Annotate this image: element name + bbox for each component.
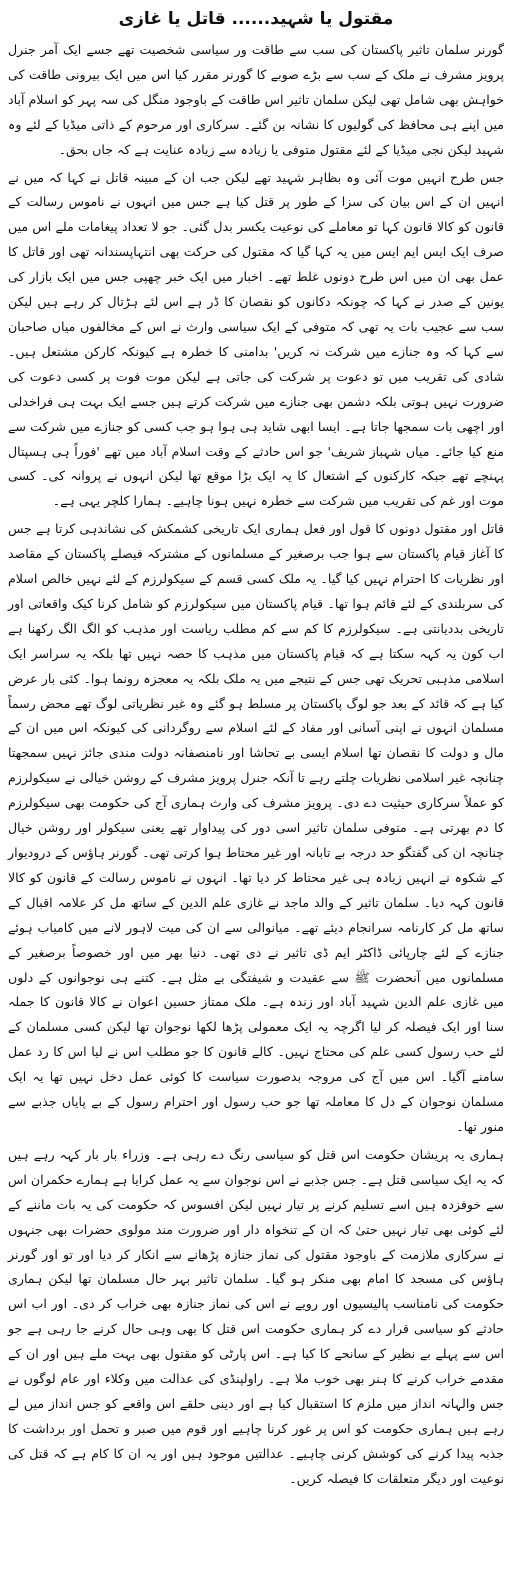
article-paragraph-2: جس طرح انہیں موت آئی وہ بظاہر شہید تھے لیکن جب ان کے مبینہ قاتل نے کہا کہ میں نے انہیں ان کے اس بیان کی سزا کے طور پر قتل کیا ہے جس میں انہوں نے ناموس رسالت کے قانون کو کالا قانون کہا تو معاملے کی نوعیت یکسر بدل گئی۔ جو لا تعداد پیغامات ملے اس میں صرف ایک ایس ایم ایس میں یہ کہا گیا کہ مقتول کی حرکت بھی انتہاپسندانہ تھی اور قاتل کا عمل بھی ان میں اس طرح دونوں غلط تھے۔ اخبار میں ایک خبر چھپی جس میں ایک بازار کی یونین کے صدر نے کہا کہ چونکہ دکانوں کو نقصان کا ڈر ہے اس لئے ہڑتال کر رہے ہیں لیکن سب سے عجیب بات یہ تھی کہ متوفی کے ایک سیاسی وارث نے اس کے مخالفوں میاں صاحبان سے کہا کہ وہ جنازے میں شرکت نہ کریں' بدامنی کا خطرہ ہے کیونکہ کارکن مشتعل ہیں۔ شادی کی تقریب میں تو دعوت پر شرکت کی جاتی ہے لیکن موت فوت پر کسی دعوت کی ضرورت نہیں ہوتی بلکہ دشمن بھی جنازے میں شرکت کرتے ہیں جسے ایک بہت ہی فراخدلی اور اچھی بات سمجھا جاتا ہے۔ ایسا ابھی شاید ہی ہوا ہو جب کسی کو جنازے میں شرکت سے منع کیا جائے۔ میاں شہباز شریف' جو اس حادثے کے وقت اسلام آباد میں تھے 'فوراً ہی ہسپتال پہنچے تھے جبکہ کارکنوں کے اشتعال کا یہ ایک بڑا موقع تھا لیکن انہوں نے پروانہ کی۔ کسی موت اور غم کی تقریب میں شرکت سے خطرہ نہیں ہونا چاہیے۔ ہمارا کلچر یہی ہے۔ — [8, 169, 504, 509]
article-paragraph-4: ہماری یہ پریشان حکومت اس قتل کو سیاسی رنگ دے رہی ہے۔ وزراء بار بار کہہ رہے ہیں کہ یہ ایک سیاسی قتل ہے۔ جس جذبے نے اس نوجوان سے یہ عمل کرایا ہے ہمارے حکمران اس سے خوفزدہ ہیں اسے تسلیم کرنے پر تیار نہیں لیکن افسوس کہ حکومت کی یہ بات ماننے کے لئے کوئی بھی تیار نہیں حتیٰ کہ ان کے تنخواہ دار اور ضرورت مند مولوی حضرات بھی جنہوں نے سرکاری ملازمت کے باوجود مقتول کی نماز جنازہ پڑھانے سے انکار کر دیا اور تو اور گورنر ہاؤس کی مسجد کا امام بھی منکر ہو گیا۔ سلمان تاثیر بہر حال مسلمان تھا لیکن ہماری حکومت کی نامناسب پالیسیوں اور رویے نے اس کی نماز جنازہ بھی خراب کر دی۔ اور اب اس حادثے کو سیاسی قرار دے کر ہماری حکومت اس قتل کا بھی وہی حال کرنے جا رہی ہے جو اس سے پہلے بے نظیر کے سانحے کا کیا ہے۔ اس پارٹی کو مقتول بھی بہت ملے ہیں اور ان کے مقدمے خراب کرنے کا ہنر بھی خوب ملا ہے۔ راولپنڈی کی عدالت میں وکلاء اور عام لوگوں نے جس والہانہ انداز میں ملزم کا استقبال کیا ہے اور دینی حلقے اس واقعے کو جس انداز میں لے رہے ہیں ہماری حکومت کو اس پر غور کرنا چاہیے اور قوم میں صبر و تحمل اور برداشت کا جذبہ پیدا کرنے کی کوشش کرنی چاہیے۔ عدالتیں موجود ہیں اور یہ ان کا کام ہے کہ قتل کی نوعیت اور دیگر متعلقات کا فیصلہ کریں۔ — [8, 1146, 504, 1486]
article-body — [8, 38, 504, 1492]
article-title: مقتول یا شہید...... قاتل یا غازی — [118, 9, 394, 29]
article-paragraph-1: گورنر سلمان تاثیر پاکستان کی سب سے طاقت ور سیاسی شخصیت تھے جسے ایک آمر جنرل پرویز مشرف نے ملک کے سب سے بڑے صوبے کا گورنر مقرر کیا اس میں ایک بیرونی طاقت کی خواہش بھی شامل تھی لیکن سلمان تاثیر اس طاقت کے باوجود منگل کی سہ پہر کو اسلام آباد میں اپنے ہی محافظ کی گولیوں کا نشانہ بن گئے۔ سرکاری اور مرحوم کے ذاتی میڈیا کے لئے وہ شہید لیکن نجی میڈیا کے لئے مقتول متوفی یا زیادہ سے زیادہ عنایت ہے کہ جاں بحق۔ — [8, 42, 504, 157]
article-paragraph-3: قاتل اور مقتول دونوں کا قول اور فعل ہماری ایک تاریخی کشمکش کی نشاندہی کرتا ہے جس کا آغاز قیام پاکستان سے ہوا جب برصغیر کے مسلمانوں کے مشترکہ فیصلے پاکستان کے مقاصد اور نظریات کا احترام نہیں کیا گیا۔ یہ ملک کسی قسم کے سیکولرزم کے لئے نہیں خالص اسلام کی سربلندی کے لئے قائم ہوا تھا۔ قیام پاکستان میں سیکولرزم کو شامل کرنا کیک واقعاتی اور تاریخی بددیانتی ہے۔ سیکولرزم کا کم سے کم مطلب ریاست اور مذہب کو الگ الگ رکھنا ہے اب کون یہ کہہ سکتا ہے کہ قیام پاکستان میں مذہب کا حصہ نہیں تھا بلکہ یہ سراسر ایک اسلامی مذہبی تحریک تھی جس کے نتیجے میں یہ ملک بلکہ یہ معجزہ رونما ہوا۔ کئی بار عرض کیا ہے کہ قائد کے بعد جو لوگ پاکستان پر مسلط ہو گئے وہ غیر نظریاتی لوگ تھے محض رسماً مسلمان انہوں نے اپنی آسانی اور مفاد کے لئے اسلام سے روگردانی کی کیونکہ اس میں ان کے مال و دولت کا نقصان تھا اسلام ایسی بے تحاشا اور نامنصفانہ دولت مندی جائز نہیں سمجھتا چنانچہ غیر اسلامی نظریات چلتے رہے تا آنکہ جنرل پرویز مشرف کے روشن خیالی نے سیکولرزم کو عملاً سرکاری حیثیت دے دی۔ پرویز مشرف کی وارث ہماری آج کی حکومت بھی سیکولرزم کا دم بھرتی ہے۔ متوفی سلمان تاثیر اسی دور کی پیداوار تھے یعنی سیکولر اور روشن خیال چنانچہ ان کی گفتگو حد درجہ بے تابانہ اور غیر محتاط ہوا کرتی تھی۔ گورنر ہاؤس کے درودیوار کے شکوہ نے انہیں زیادہ ہی غیر محتاط کر دیا تھا۔ انہوں نے ناموس رسالت کے قانون کو کالا قانون کہہ دیا۔ سلمان تاثیر کے والد ماجد نے غازی علم الدین کے ساتھ مل کر علامہ اقبال کے ساتھ مل کر کارنامہ سرانجام دیئے تھے۔ میانوالی سے ان کی میت لاہور لانے میں کامیاب ہوئے جنازے کے لئے چارپائی ڈاکٹر ایم ڈی تاثیر نے دی تھی۔ دنیا بھر میں اور خصوصاً برصغیر کے مسلمانوں میں آنحضرت ﷺ سے عقیدت و شیفتگی بے مثل ہے۔ کتنے ہی نوجوانوں کے دلوں میں غازی علم الدین شہید آباد اور زندہ ہے۔ ملک ممتاز حسین اعوان نے کالا قانون کا جملہ سنا اور ایک فیصلہ کر لیا اگرچہ یہ ایک معمولی پڑھا لکھا نوجوان تھا لیکن کسی مسلمان کے لئے حب رسول کسی علم کی محتاج نہیں۔ کالے قانون کا جو مطلب اس نے لیا اس کا رد عمل سامنے آگیا۔ اس میں آج کی مروجہ بدصورت سیاست کا کوئی عمل دخل نہیں تھا یہ ایک مسلمان نوجوان کے دل کا معاملہ تھا جو حب رسول اور احترام رسول کے بے پایاں جذبے سے منور تھا۔ — [8, 521, 504, 1134]
